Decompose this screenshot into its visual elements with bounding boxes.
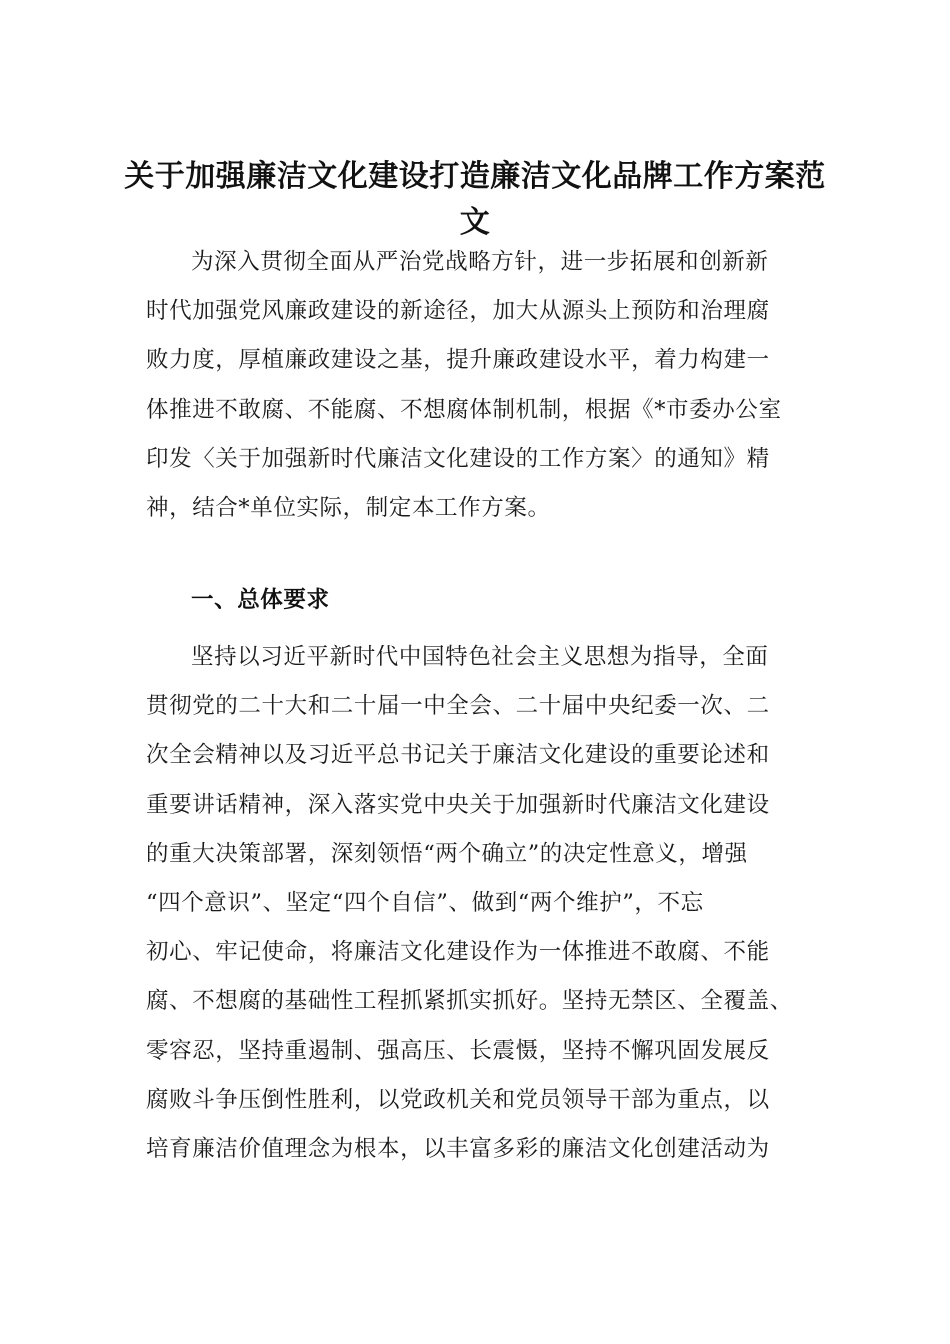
- section-1-line: 坚持以习近平新时代中国特色社会主义思想为指导，全面: [191, 644, 769, 670]
- section-1-line: 培育廉洁价值理念为根本，以丰富多彩的廉洁文化创建活动为: [146, 1136, 770, 1163]
- intro-line: 体推进不敢腐、不能腐、不想腐体制机制，根据《*市委办公室: [146, 396, 782, 423]
- section-1-line: 重要讲话精神，深入落实党中央关于加强新时代廉洁文化建设: [146, 791, 770, 818]
- intro-line: 神，结合*单位实际，制定本工作方案。: [146, 495, 551, 522]
- section-heading-overall-requirements: 一、总体要求: [191, 587, 330, 613]
- intro-paragraph: [146, 238, 806, 533]
- intro-line: 印发〈关于加强新时代廉洁文化建设的工作方案〉的通知》精: [146, 445, 770, 472]
- section-1-line: 腐、不想腐的基础性工程抓紧抓实抓好。坚持无禁区、全覆盖、: [146, 988, 793, 1015]
- section-1-line: 初心、牢记使命，将廉洁文化建设作为一体推进不敢腐、不能: [146, 939, 770, 966]
- section-1-line: 腐败斗争压倒性胜利，以党政机关和党员领导干部为重点，以: [146, 1086, 770, 1113]
- section-1-line: 的重大决策部署，深刻领悟“两个确立”的决定性意义，增强: [146, 840, 748, 867]
- intro-line: 为深入贯彻全面从严治党战略方针，进一步拓展和创新新: [191, 249, 769, 275]
- section-1-line: 贯彻党的二十大和二十届一中全会、二十届中央纪委一次、二: [146, 693, 770, 720]
- document-title-line-1: 关于加强廉洁文化建设打造廉洁文化品牌工作方案范: [124, 159, 826, 194]
- section-1-line: 零容忍，坚持重遏制、强高压、长震慑，坚持不懈巩固发展反: [146, 1037, 770, 1064]
- intro-line: 时代加强党风廉政建设的新途径，加大从源头上预防和治理腐: [146, 298, 770, 325]
- document-title-line-2: 文: [459, 205, 491, 240]
- intro-line: 败力度，厚植廉政建设之基，提升廉政建设水平，着力构建一: [146, 347, 770, 374]
- document-title: [120, 154, 830, 246]
- section-1-line: 次全会精神以及习近平总书记关于廉洁文化建设的重要论述和: [146, 742, 770, 769]
- section-1-line: “四个意识”、坚定“四个自信”、做到“两个维护”，不忘: [146, 890, 704, 917]
- section-1-paragraph: [146, 633, 806, 1174]
